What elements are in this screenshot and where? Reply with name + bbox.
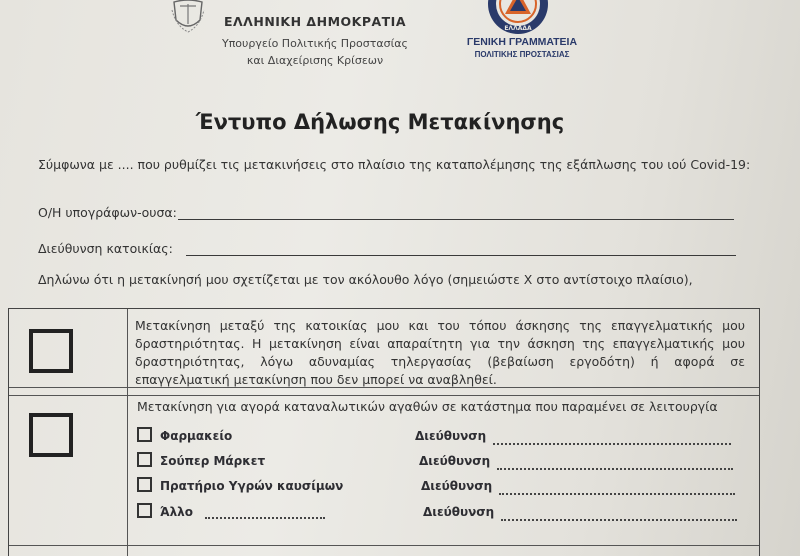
sub-option-label: Άλλο bbox=[160, 505, 193, 519]
sub-option-checkbox[interactable] bbox=[137, 503, 152, 518]
sub-option-checkbox[interactable] bbox=[137, 427, 152, 442]
declaration-text: Δηλώνω ότι η μετακίνησή μου σχετίζεται με τον ακόλουθο λόγο (σημειώστε Χ στο αντίστοιχο πλαίσιο), bbox=[38, 272, 693, 287]
sub-option-supermarket[interactable] bbox=[137, 452, 265, 468]
sub-option-label: Φαρμακείο bbox=[160, 429, 233, 443]
sub-option-address-label: Διεύθυνση bbox=[421, 479, 493, 493]
sub-option-checkbox[interactable] bbox=[137, 477, 152, 492]
option-1-checkbox[interactable] bbox=[29, 329, 73, 373]
row-divider bbox=[9, 395, 759, 396]
ministry-line-2: και Διαχείρισης Κρίσεων bbox=[246, 54, 384, 67]
row-divider bbox=[9, 545, 759, 546]
option-2-text: Μετακίνηση για αγορά καταναλωτικών αγαθών σε κατάστημα που παραμένει σε λειτουργία bbox=[137, 399, 718, 414]
header-left bbox=[195, 14, 435, 69]
sub-option-address-field[interactable] bbox=[493, 443, 731, 445]
intro-text: Σύμφωνα με .... που ρυθμίζει τις μετακινήσεις στο πλαίσιο της καταπολέμησης της εξάπλωσης του ιού Covid-19: bbox=[38, 157, 751, 172]
sub-option-pharmacy[interactable] bbox=[137, 427, 232, 443]
ministry-line-1: Υπουργείο Πολιτικής Προστασίας bbox=[221, 37, 409, 50]
address-label: Διεύθυνση κατοικίας: bbox=[38, 241, 173, 256]
sub-option-address-field[interactable] bbox=[499, 493, 735, 495]
header-right bbox=[462, 36, 582, 59]
logo-ring-text: ΕΛΛΑΔΑ bbox=[504, 25, 532, 32]
sub-option-other[interactable] bbox=[137, 503, 193, 519]
option-1-text: Μετακίνηση μεταξύ της κατοικίας μου και του τόπου άσκησης της επαγγελματικής μου δραστηριότητας. Η μετακίνηση είναι απαραίτητη για την άσκηση της επαγγελματικής μου δραστηριότητας, λόγω αδυναμίας τηλεργασίας (βεβαίωση εργοδότη) ή αφορά σε επαγγελματική μετακίνηση που δεν μπορεί να αναβληθεί. bbox=[135, 318, 745, 387]
reason-table bbox=[8, 308, 760, 556]
option-2-checkbox[interactable] bbox=[29, 413, 73, 457]
country-name: ΕΛΛΗΝΙΚΗ ΔΗΜΟΚΡΑΤΙΑ bbox=[223, 14, 407, 29]
sub-option-other-field[interactable] bbox=[205, 517, 325, 519]
form-title: Έντυπο Δήλωσης Μετακίνησης bbox=[195, 110, 565, 134]
secretariat-line-1: ΓΕΝΙΚΗ ΓΡΑΜΜΑΤΕΙΑ bbox=[466, 36, 578, 48]
address-field[interactable] bbox=[186, 255, 736, 256]
secretariat-line-2: ΠΟΛΙΤΙΚΗΣ ΠΡΟΣΤΑΣΙΑΣ bbox=[474, 50, 570, 59]
column-divider bbox=[127, 309, 128, 556]
sub-option-address-field[interactable] bbox=[497, 468, 733, 470]
sub-option-label: Πρατήριο Υγρών καυσίμων bbox=[160, 479, 344, 493]
sub-option-checkbox[interactable] bbox=[137, 452, 152, 467]
sub-option-fuel-station[interactable] bbox=[137, 477, 343, 493]
sub-option-label: Σούπερ Μάρκετ bbox=[160, 454, 266, 468]
sub-option-address-label: Διεύθυνση bbox=[415, 429, 487, 443]
signer-field[interactable] bbox=[178, 219, 734, 220]
sub-option-address-label: Διεύθυνση bbox=[423, 505, 495, 519]
ministry-name bbox=[195, 35, 435, 69]
signer-label: Ο/Η υπογράφων-ουσα: bbox=[38, 205, 177, 220]
sub-option-address-label: Διεύθυνση bbox=[419, 454, 491, 468]
sub-option-address-field[interactable] bbox=[501, 519, 737, 521]
civil-protection-logo-icon bbox=[486, 0, 550, 36]
